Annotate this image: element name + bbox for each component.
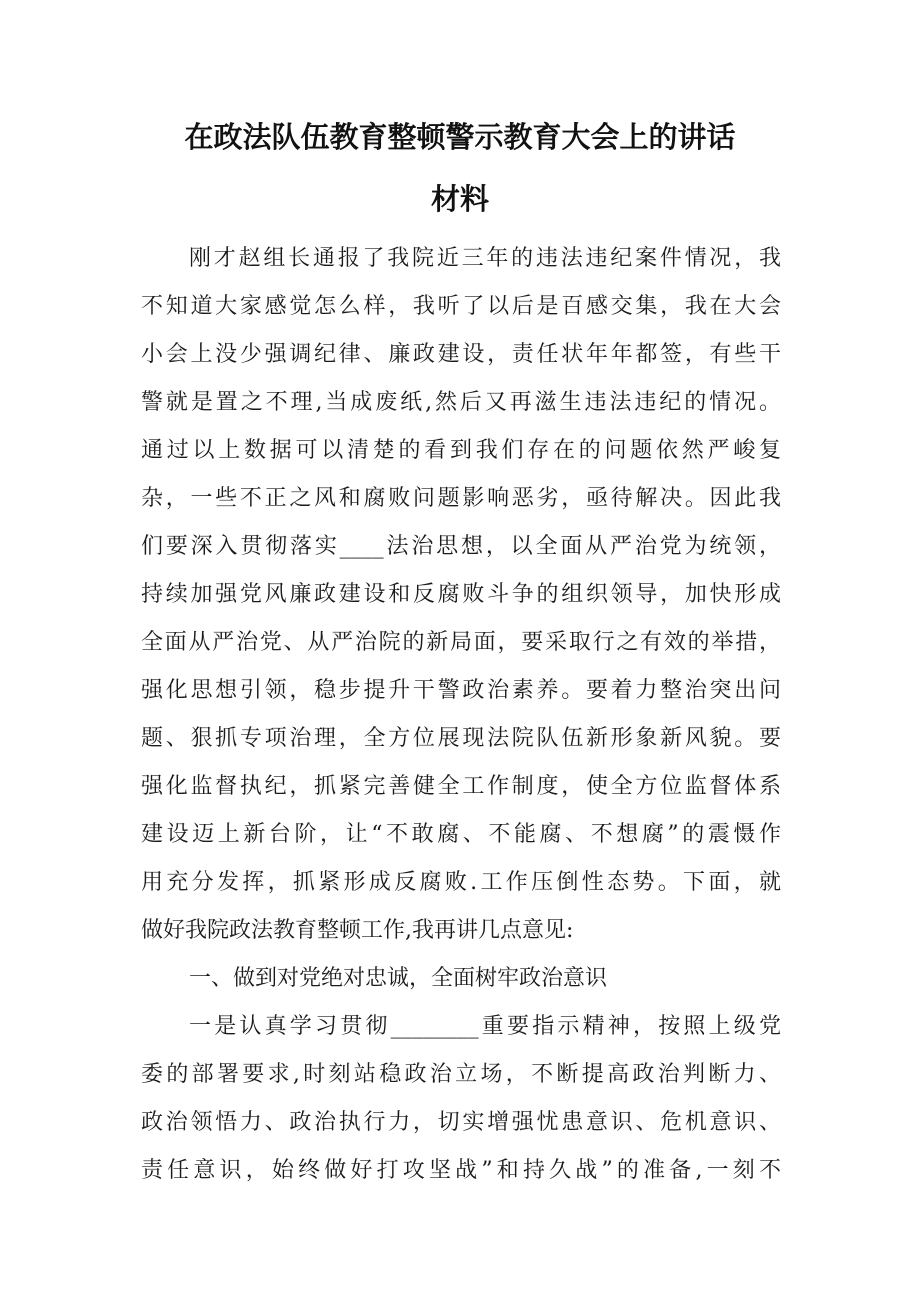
paragraph-line: 强化监督执纪，抓紧完善健全工作制度，使全方位监督体系 <box>141 774 781 799</box>
document-title-continued: 材料 <box>430 182 489 216</box>
paragraph-line: 委的部署要求,时刻站稳政治立场，不断提高政治判断力、 <box>141 1062 781 1087</box>
paragraph-line: 强化思想引领，稳步提升干警政治素养。要着力整治突出问 <box>141 678 781 703</box>
section-heading: 一、做到对党绝对忠诚，全面树牢政治意识 <box>189 966 608 991</box>
paragraph-line: 刚才赵组长通报了我院近三年的违法违纪案件情况，我 <box>189 246 781 271</box>
paragraph-line: 通过以上数据可以清楚的看到我们存在的问题依然严峻复 <box>141 438 781 463</box>
paragraph-line: 建设迈上新台阶，让“不敢腐、不能腐、不想腐”的震慑作 <box>141 822 781 847</box>
paragraph-line: 小会上没少强调纪律、廉政建设，责任状年年都签，有些干 <box>141 342 781 367</box>
paragraph-line: 题、狠抓专项治理，全方位展现法院队伍新形象新风貌。要 <box>141 726 781 751</box>
paragraph-line: 警就是置之不理,当成废纸,然后又再滋生违法违纪的情况。 <box>141 390 781 415</box>
paragraph-line: 一是认真学习贯彻________重要指示精神，按照上级党 <box>189 1014 781 1039</box>
paragraph-line: 杂，一些不正之风和腐败问题影响恶劣，亟待解决。因此我 <box>141 486 781 511</box>
paragraph-line: 不知道大家感觉怎么样，我听了以后是百感交集，我在大会 <box>141 294 781 319</box>
paragraph-line: 政治领悟力、政治执行力，切实增强忧患意识、危机意识、 <box>141 1110 781 1135</box>
paragraph-line: 做好我院政法教育整顿工作,我再讲几点意见: <box>141 918 574 943</box>
paragraph-line: 全面从严治党、从严治院的新局面，要采取行之有效的举措， <box>141 630 781 655</box>
paragraph-line: 责任意识，始终做好打攻坚战”和持久战”的准备,一刻不 <box>141 1158 781 1183</box>
paragraph-line: 持续加强党风廉政建设和反腐败斗争的组织领导，加快形成 <box>141 582 781 607</box>
paragraph-line: 用充分发挥，抓紧形成反腐败.工作压倒性态势。下面，就 <box>141 870 781 895</box>
paragraph-line: 们要深入贯彻落实____法治思想，以全面从严治党为统领， <box>141 534 781 559</box>
document-title: 在政法队伍教育整顿警示教育大会上的讲话 <box>184 120 736 154</box>
